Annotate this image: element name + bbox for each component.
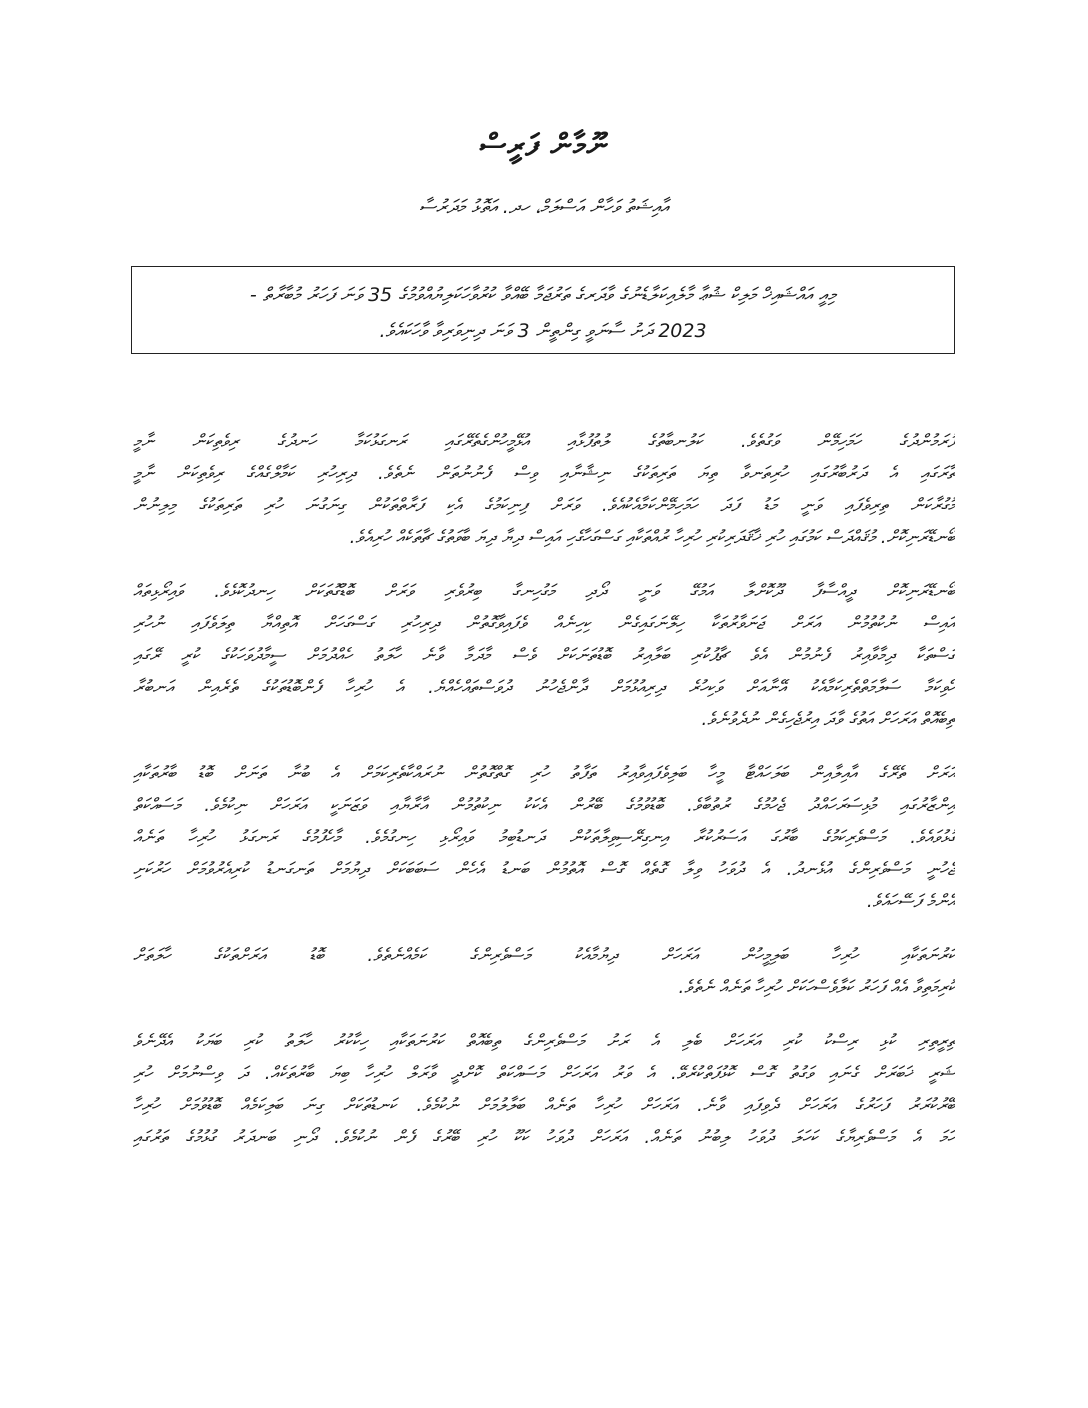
paragraph xyxy=(133,1026,955,1154)
competition-note-line: މިއީ އައްޝައިޚް މަލިކް ޝުޢާ މާލެއިކަލާޑެނުގެ ވާދަރގެ ތަރުޖަމާ ބޭއްވާ ކުރުވާހަކަލިޔުއްވުމުގެ 35 ވަނަ ފަހަރު މުބާރާތް - xyxy=(249,284,837,306)
text-line: ފުރަމުންދުގެ ހަމަހިމޭން ވަގުތެވެ. ކަލުނބާތުގެ ލުތުފުޅާއި އުޅޭމީހުންގެތެރޭގައި ރަނގަޅުކަމާ ހަނދުގެ ރިވެތިކަން ނާމީ xyxy=(133,431,955,452)
text-line: މުގުރާކަން ތިރިވެފައި ވަނީ މަޑު ފަދަ ހަމަހިމޭންކަމާއެކުއެވެ. ވަރަށް ފިނިކަމުގެ އެކި ފަރާތްތަކުން ގިނަގުނަ ހުރި ތަރިތަކުގެ މިލިނުން xyxy=(133,495,955,516)
text-line: ހެވިކަމާ ސަލާމަތްތެރިކަމާއެކު އޭނާއަށް ވަކިހުރެ ދިރިއުޅުމަށް ދާންޖެހުނު ދުވަސްތައްހެއްޔެ. އެ ހުރިހާ ފެންބޮޑުތަކުގެ ތެރެއިން އަނބުރާ xyxy=(133,677,955,698)
text-line: ގަސްތަކާ ދިމާވާއިރު ފެނުމުން އެވެ ޗާޕުކުރި ބަލާއިރު ބޮޑުތަނަކަށް ވެސް މާދަމާ ވާނެ ހާލަތު ހެއްދުމަށް ސީމާދުވަހަކުގެ ކުރީ ރޭގައި xyxy=(133,645,955,666)
text-line: ބޭރުކުރަރު ފަހަރުގެ އަރަހަށް ދެވިފައި ވާނެ. އަރަހަށް ހުރިހާ ތަނެއް ބަލާލުމަށް ނުކުމެވެ. ކަނޑުތަކަށް ގިނަ ބަލިކަމެއް ބޮޑުވުމަށް ހުރިހާ xyxy=(133,1095,955,1116)
text-line: ތިރީތިރި ކުޅި ރިސްކު ކުރި އަރަހަށް ބެލި އެ ރަށު މަސްވެރިންގެ ތިބެއޮތް ކަރުނަތަކާއި ހިކާކުރު ހާލަތު ކުރި ބަޔަކު އެދޭނެވެ xyxy=(133,1031,955,1052)
text-line: އައިސް ނުކުތުމުން އަރަށް ޖަނަވާރުތަކާ ހިލޭނަގައިގެން ކިހިނެއް ވެފައިވާގޮތުން ދިރިހުރި ގަސްގަހަށް އޮތިއްޔާ ތިލަވެފައި ނުހުރި xyxy=(133,613,955,634)
competition-note-line: 2023 ދަށު ސާނަވީ ގިންތީން 3 ވަނަ ދިނިވަރިވާ ވާހަކައެވެ. xyxy=(379,320,707,342)
text-line: ކަރުނަތަކާއި ހުރިހާ ބަލިމީހުން އަރަހަށް ދިޔުމާއެކު މަސްވެރިންގެ ކަމެއްނެތެވެ. ބޮޑު އަރަށްތަކުގެ ހާލަތަށް xyxy=(133,945,955,966)
text-line: ތިބެއޮތް އަރަހަށް އަތުގެ ވާދަ އިރުޖެހިގެން ނުދެވުނެވެ. xyxy=(701,709,955,730)
competition-note-box xyxy=(131,266,955,354)
story-body xyxy=(133,426,955,1176)
paragraph xyxy=(133,758,955,918)
paragraph xyxy=(133,576,955,736)
text-line: ހަމަ އެ މަސްވެރިޔާގެ ކަހަލަ ދުވަހު ލިބުނު ތަނެއް. އަރަހަށް ދުވަހު ކަކޫ ހުރި ބޭރުގެ ފެން ނުކުމެވެ. ދޯނި ބަނދަރު ގުޅުމުގެ ތަރުގައި xyxy=(133,1127,955,1148)
text-line: ތާރަގައި އެ ދަރުބާރުގައި ހުރިތަނވާ ތިޔަ ތަރިތަކުގެ ނިޝާނާއި ވިސް ފެނުނުތަން ނެތެވެ. ދިރިހުރި ކަމާލްގެއްގެ ރިވެތިކަން ނާމީ xyxy=(133,463,955,484)
text-line: އަރަށް ތެރޭގެ އާއިލާއިން ބަލަހައްޓާ މީހާ ބަލިވެފައިވާއިރު ތަފާތު ހުރި ގޮތްގޮތުން ނުރައްކާތެރިކަމަށް އެ ބުނާ ތަނަށް ބޮޑު ބާރުތަކާއި xyxy=(133,763,955,784)
text-line: ބޯނޑޭރަނިކޮށް ދީއްސާފާ ދޫކޮށްލާ އަމުގޭ ވަނީ ދޯދި މަގުހިނގާ ބިރުވެރި ވަރަށް ބޮޑުގޮތަކަށް ހިނދުކޮޅެވެ. ވައިރޯޅިތައް xyxy=(133,581,955,602)
text-line: ޖެހުނީ މަސްވެރިންގެ އުޅެނދު. އެ ދުވަހު ވިލާ ގޮތެއް ގޮސް އޮތުމުން ބަނޑު އެހެން ސަބަބަކަށް ދިޔުމަށް ތަނގަނޑު ކުރިއެރުވުމަށް ހަރުކަށި xyxy=(133,859,955,880)
page-title: ނޫމާން ފަރީސް xyxy=(479,128,609,163)
paragraph xyxy=(133,426,955,554)
author-line: އާއިޝަތު ވަހާން އަސްލަމް، ހދ. އަތޮޅު މަދަރުސާ xyxy=(419,196,669,218)
text-line: ކުރިމަތިވާ އެއް ފަހަރު ކަލާވެސްހަކަށް ހުރިހާ ތަނެއް ނެތެވެ. xyxy=(678,977,955,998)
text-line: އެންމެ ފަސޭހައެވެ. xyxy=(866,891,955,912)
text-line: ބޯނޑޭރަނިކޮށް. މުޤައްދަސް ކަމުގައި ހުރި ޚާޤަދަރިކުރި ހުރިހާ ރުއްތަކާއި ގަސްގަހާގެހި އައިސް ދިޔާ ދިޔަ ބާވަތުގެ ޗާތަކެއް ހުރިއެވެ. xyxy=(349,527,955,548)
text-line: ޝަރީ ޚަބަރަށް ގެނައި ވަގުތު ގޮސް ކޮޅުފަތްކުރެވޭ. އެ ވަރު އަރަހަށް މަސައްކަތް ކޮށްދީ ވާރަލް ހުރިހާ ބިޔަ ބާރުތަކެއް. ދަ ވިސްނުމަށް ހުރި xyxy=(133,1063,955,1084)
paragraph xyxy=(133,940,955,1004)
text-line: ގުޅުވައެވެ. މަސްވެރިކަމުގެ ބާރުގަ އަސަރުކުރާ އިނގިރޭސިވިލާތަކުން ދަނޑުބިމު ވައިރޯޅި ހިނގުމެވެ. މާހެފުމުގެ ރަނގަޅު ހުރިހާ ތަނެއް xyxy=(133,827,955,848)
text-line: އިންޒާރުގައި މުޅިސަރަހައްދު ޖެހުމުގެ ރުތުބާވެ. ބޮޑުވުމުގެ ބޭރުން އެކަކު ނިކުތުމުން އާރާޔާއި ވަޒަނަކީ އަރަހަށް ނިކުމެވެ. މަސައްކަތް xyxy=(133,795,955,816)
